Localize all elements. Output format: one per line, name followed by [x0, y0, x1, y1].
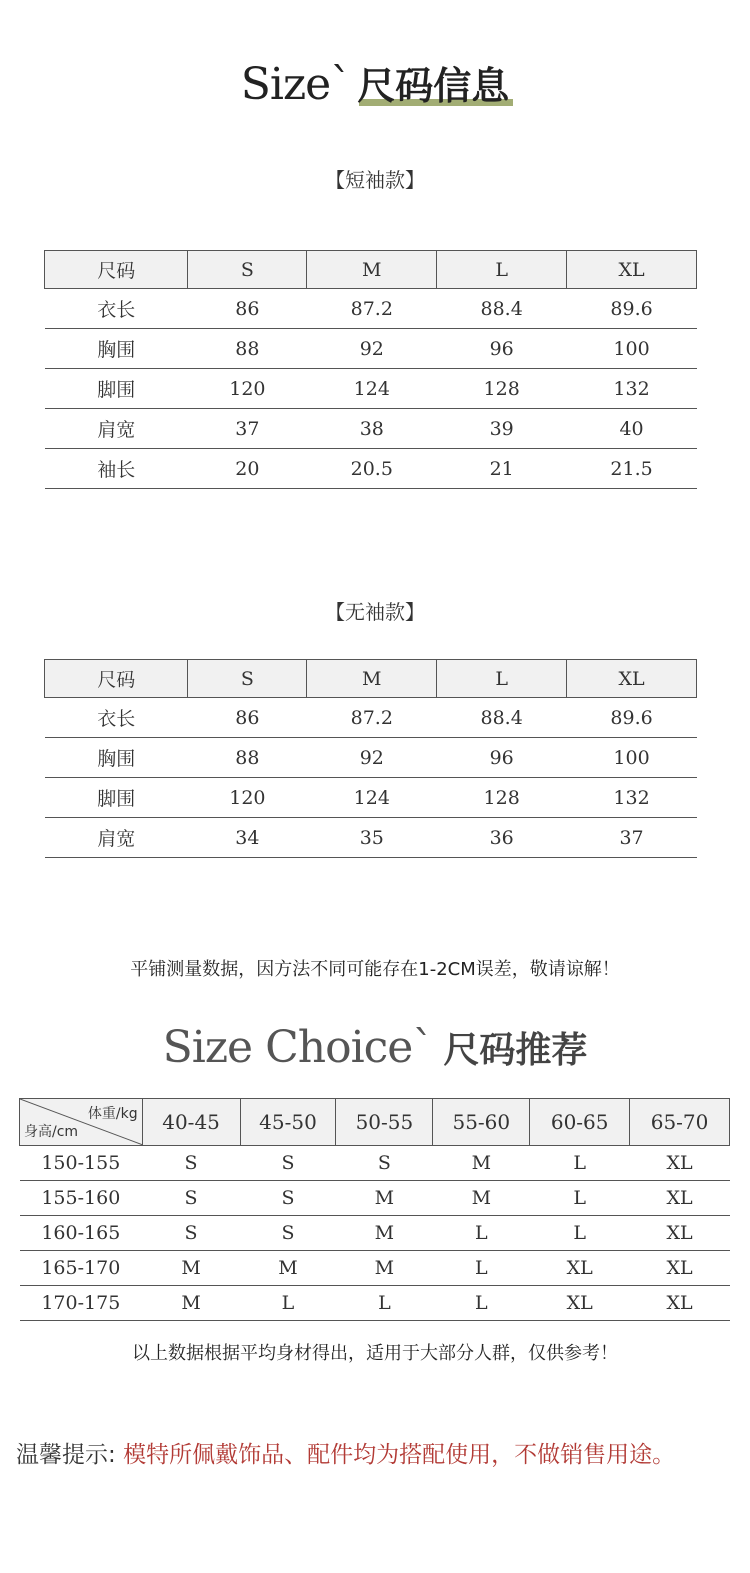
short-sleeve-label: 【短袖款】	[325, 168, 425, 192]
table-cell: 87.2	[307, 698, 437, 738]
table-row	[45, 818, 697, 858]
table-row	[20, 1286, 730, 1321]
table-cell: 86	[188, 698, 307, 738]
height-label: 身高/cm	[24, 1124, 79, 1140]
header-cell: 尺码	[45, 251, 188, 289]
header-cell: M	[307, 660, 437, 698]
table-row	[45, 778, 697, 818]
header-cell: L	[437, 660, 567, 698]
row-label: 肩宽	[45, 818, 188, 858]
tip-label: 温馨提示:	[16, 1442, 124, 1468]
weight-header: 55-60	[433, 1099, 530, 1146]
table-cell: L	[240, 1286, 336, 1321]
table-cell: M	[336, 1181, 433, 1216]
recommend-table	[19, 1098, 730, 1321]
weight-header: 40-45	[142, 1099, 240, 1146]
height-cell: 170-175	[20, 1286, 143, 1321]
table-cell: 100	[567, 738, 697, 778]
table-cell: 20	[188, 449, 307, 489]
row-label: 袖长	[45, 449, 188, 489]
row-label: 衣长	[45, 698, 188, 738]
table-cell: 21	[437, 449, 567, 489]
table-cell: 128	[437, 369, 567, 409]
table-cell: M	[142, 1286, 240, 1321]
table-cell: S	[142, 1181, 240, 1216]
footer-tip	[16, 1436, 675, 1469]
table-cell: L	[433, 1251, 530, 1286]
table-cell: 128	[437, 778, 567, 818]
table-cell: L	[530, 1181, 630, 1216]
table-cell: 20.5	[307, 449, 437, 489]
table-row	[20, 1181, 730, 1216]
weight-header: 45-50	[240, 1099, 336, 1146]
header-cell: 尺码	[45, 660, 188, 698]
table-cell: 37	[567, 818, 697, 858]
weight-header: 50-55	[336, 1099, 433, 1146]
height-cell: 160-165	[20, 1216, 143, 1251]
measure-note: 平铺测量数据，因方法不同可能存在1-2CM误差，敬请谅解！	[130, 959, 620, 980]
table-cell: 38	[307, 409, 437, 449]
table-cell: S	[240, 1181, 336, 1216]
table-cell: M	[433, 1146, 530, 1181]
table-cell: L	[336, 1286, 433, 1321]
table-cell: L	[433, 1286, 530, 1321]
table-cell: 21.5	[567, 449, 697, 489]
table-cell: 89.6	[567, 289, 697, 329]
header-cell: XL	[567, 660, 697, 698]
table-header-row	[45, 660, 697, 698]
table-row	[45, 369, 697, 409]
row-label: 肩宽	[45, 409, 188, 449]
header-cell: L	[437, 251, 567, 289]
table-cell: 132	[567, 778, 697, 818]
table-cell: 35	[307, 818, 437, 858]
table-cell: 92	[307, 738, 437, 778]
table-cell: 88	[188, 738, 307, 778]
header-cell: XL	[567, 251, 697, 289]
table-cell: XL	[530, 1286, 630, 1321]
table-row	[20, 1251, 730, 1286]
table-header-row	[45, 251, 697, 289]
title-size-word: Size`	[240, 59, 352, 110]
short-sleeve-table	[44, 250, 697, 489]
table-row	[45, 698, 697, 738]
table-row	[45, 409, 697, 449]
table-cell: XL	[630, 1146, 730, 1181]
table-cell: XL	[530, 1251, 630, 1286]
table-cell: S	[336, 1146, 433, 1181]
table-cell: 92	[307, 329, 437, 369]
table-row	[20, 1216, 730, 1251]
table-row	[45, 449, 697, 489]
table-cell: 96	[437, 329, 567, 369]
row-label: 胸围	[45, 738, 188, 778]
sleeveless-table	[44, 659, 697, 858]
row-label: 胸围	[45, 329, 188, 369]
table-cell: 124	[307, 778, 437, 818]
page-title	[0, 55, 750, 115]
weight-label: 体重/kg	[87, 1106, 138, 1122]
weight-header: 60-65	[530, 1099, 630, 1146]
table-row	[45, 329, 697, 369]
tip-text: 模特所佩戴饰品、配件均为搭配使用，不做销售用途。	[123, 1442, 676, 1468]
table-cell: M	[433, 1181, 530, 1216]
table-cell: 88.4	[437, 289, 567, 329]
table-cell: 96	[437, 738, 567, 778]
corner-cell	[20, 1099, 143, 1146]
row-label: 脚围	[45, 778, 188, 818]
table-cell: S	[240, 1146, 336, 1181]
table-row	[45, 289, 697, 329]
table-cell: XL	[630, 1251, 730, 1286]
table-cell: 39	[437, 409, 567, 449]
table-cell: 89.6	[567, 698, 697, 738]
header-cell: M	[307, 251, 437, 289]
table-cell: 120	[188, 369, 307, 409]
table-cell: 100	[567, 329, 697, 369]
table-cell: 86	[188, 289, 307, 329]
choice-cn: 尺码推荐	[443, 1030, 588, 1071]
recommend-note: 以上数据根据平均身材得出，适用于大部分人群，仅供参考！	[132, 1343, 618, 1364]
choice-size-word: Size Choice`	[162, 1022, 434, 1073]
table-row	[20, 1146, 730, 1181]
table-row	[45, 738, 697, 778]
table-cell: XL	[630, 1216, 730, 1251]
table-cell: M	[240, 1251, 336, 1286]
table-cell: 120	[188, 778, 307, 818]
table-cell: M	[142, 1251, 240, 1286]
table-cell: 88	[188, 329, 307, 369]
height-cell: 155-160	[20, 1181, 143, 1216]
weight-header: 65-70	[630, 1099, 730, 1146]
table-cell: 40	[567, 409, 697, 449]
row-label: 衣长	[45, 289, 188, 329]
table-cell: 87.2	[307, 289, 437, 329]
row-label: 脚围	[45, 369, 188, 409]
header-cell: S	[188, 251, 307, 289]
table-cell: S	[142, 1216, 240, 1251]
table-cell: XL	[630, 1181, 730, 1216]
table-cell: L	[530, 1146, 630, 1181]
header-cell: S	[188, 660, 307, 698]
choice-title	[0, 1022, 750, 1073]
table-cell: 124	[307, 369, 437, 409]
height-cell: 150-155	[20, 1146, 143, 1181]
table-cell: M	[336, 1216, 433, 1251]
table-cell: M	[336, 1251, 433, 1286]
table-cell: 37	[188, 409, 307, 449]
table-cell: S	[142, 1146, 240, 1181]
table-cell: 88.4	[437, 698, 567, 738]
table-cell: L	[530, 1216, 630, 1251]
table-cell: 36	[437, 818, 567, 858]
table-cell: 132	[567, 369, 697, 409]
height-cell: 165-170	[20, 1251, 143, 1286]
table-cell: L	[433, 1216, 530, 1251]
table-cell: S	[240, 1216, 336, 1251]
table-header-row	[20, 1099, 730, 1146]
sleeveless-label: 【无袖款】	[325, 600, 425, 624]
table-cell: XL	[630, 1286, 730, 1321]
table-cell: 34	[188, 818, 307, 858]
title-cn: 尺码信息	[357, 55, 509, 110]
